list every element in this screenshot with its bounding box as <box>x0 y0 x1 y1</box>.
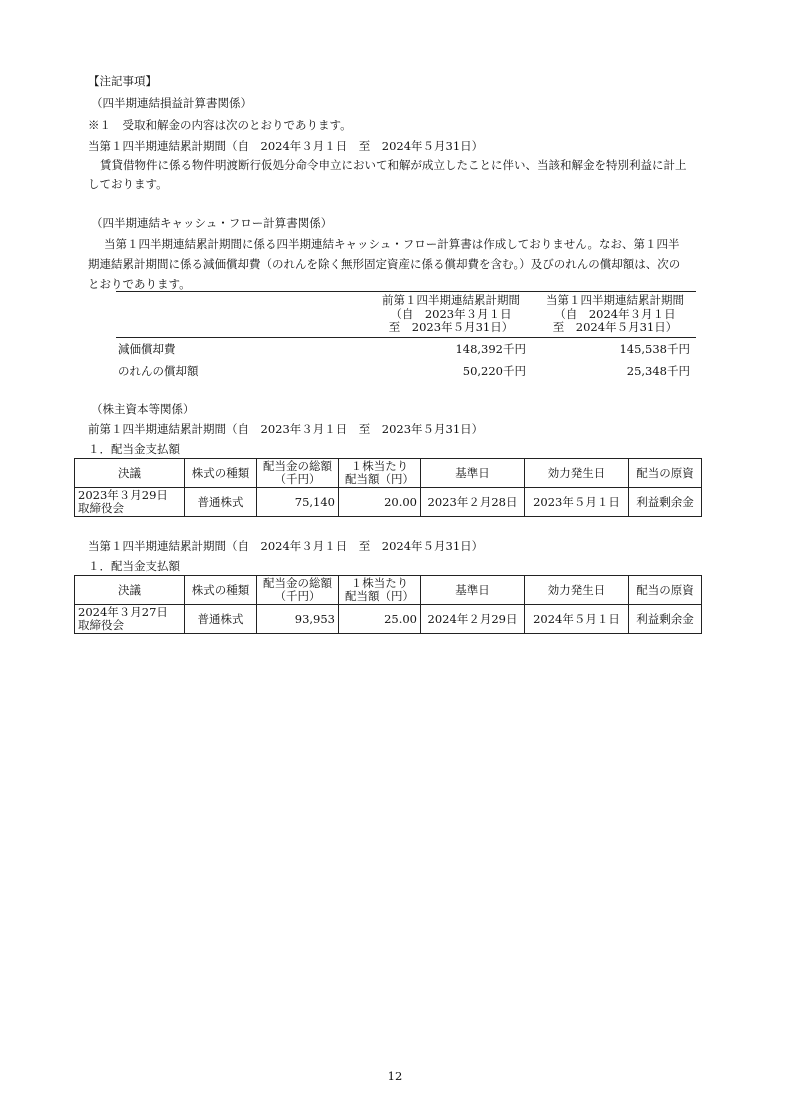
prev-period-line: 前第１四半期連結累計期間（自 2023年３月１日 至 2023年５月31日） <box>88 422 484 436</box>
cash-flow-text-1: 当第１四半期連結累計期間に係る四半期連結キャッシュ・フロー計算書は作成しておりません。なお、第１四半 <box>104 237 680 251</box>
prev-dividend-subheading: １．配当金支払額 <box>88 442 180 456</box>
cash-flow-text-3: とおりであります。 <box>88 277 191 291</box>
table-row <box>116 338 696 360</box>
header-per-share-line-1: １株当たり <box>350 459 409 473</box>
resolution-body: 取締役会 <box>78 501 124 515</box>
notes-heading: 【注記事項】 <box>88 74 157 88</box>
equity-title: （株主資本等関係） <box>91 402 195 416</box>
table-row <box>75 488 702 517</box>
row-label: 減価償却費 <box>118 342 176 356</box>
header-share-type: 株式の種類 <box>185 459 257 488</box>
header-record-date: 基準日 <box>421 576 525 605</box>
header-per-share-line-1: １株当たり <box>350 576 409 590</box>
header-total-line-2: （千円） <box>274 472 321 486</box>
cell-share-type: 普通株式 <box>185 605 257 634</box>
curr-period-header <box>540 294 690 335</box>
table-header-row <box>75 576 702 605</box>
cell-record-date: 2023年２月28日 <box>421 488 525 517</box>
table-row <box>75 605 702 634</box>
prev-period-header-line-1: 前第１四半期連結累計期間 <box>382 293 520 307</box>
amortization-table <box>116 291 696 382</box>
income-statement-title: （四半期連結損益計算書関係） <box>91 96 252 110</box>
header-total-line-1: 配当金の総額 <box>263 576 332 590</box>
cash-flow-text-2: 期連結累計期間に係る減価償却費（のれんを除く無形固定資産に係る償却費を含む。）及びのれんの償却額は、次の <box>88 257 681 271</box>
cell-effective-date: 2023年５月１日 <box>525 488 629 517</box>
resolution-date: 2023年３月29日 <box>78 488 168 502</box>
header-effective-date: 効力発生日 <box>525 576 629 605</box>
cell-share-type: 普通株式 <box>185 488 257 517</box>
header-record-date: 基準日 <box>421 459 525 488</box>
cash-flow-title: （四半期連結キャッシュ・フロー計算書関係） <box>91 216 333 230</box>
prev-period-header-line-3: 至 2023年５月31日） <box>388 320 514 334</box>
cell-per-share: 25.00 <box>339 605 421 634</box>
row-curr-value: 145,538千円 <box>619 342 690 356</box>
header-per-share <box>339 459 421 488</box>
header-resolution: 決議 <box>75 459 185 488</box>
header-total <box>257 459 339 488</box>
header-effective-date: 効力発生日 <box>525 459 629 488</box>
cell-resolution <box>75 605 185 634</box>
header-total-line-2: （千円） <box>274 589 321 603</box>
header-per-share-line-2: 配当額（円） <box>345 472 414 486</box>
curr-period-line: 当第１四半期連結累計期間（自 2024年３月１日 至 2024年５月31日） <box>88 539 484 553</box>
cell-total: 75,140 <box>257 488 339 517</box>
header-total-line-1: 配当金の総額 <box>263 459 332 473</box>
header-source: 配当の原資 <box>629 576 702 605</box>
header-per-share-line-2: 配当額（円） <box>345 589 414 603</box>
prev-dividend-table <box>74 458 702 517</box>
prev-period-header-line-2: （自 2023年３月１日 <box>390 306 512 321</box>
income-text-1: 賃貸借物件に係る物件明渡断行仮処分命令申立において和解が成立したことに伴い、当該和解金を特別利益に計上 <box>100 158 687 172</box>
header-total <box>257 576 339 605</box>
cell-per-share: 20.00 <box>339 488 421 517</box>
income-text-2: しております。 <box>88 177 168 191</box>
income-period-line: 当第１四半期連結累計期間（自 2024年３月１日 至 2024年５月31日） <box>88 139 484 153</box>
resolution-date: 2024年３月27日 <box>78 605 168 619</box>
curr-dividend-table <box>74 575 702 634</box>
curr-period-header-line-3: 至 2024年５月31日） <box>552 320 678 334</box>
curr-period-header-line-1: 当第１四半期連結累計期間 <box>546 293 684 307</box>
cell-effective-date: 2024年５月１日 <box>525 605 629 634</box>
table-header-row <box>75 459 702 488</box>
income-note-line: ※１ 受取和解金の内容は次のとおりであります。 <box>88 118 352 132</box>
row-curr-value: 25,348千円 <box>626 364 690 378</box>
row-prev-value: 148,392千円 <box>455 342 526 356</box>
cell-resolution <box>75 488 185 517</box>
resolution-body: 取締役会 <box>78 618 124 632</box>
curr-dividend-subheading: １．配当金支払額 <box>88 559 180 573</box>
table-row <box>116 360 696 382</box>
cell-source: 利益剰余金 <box>629 488 702 517</box>
row-prev-value: 50,220千円 <box>462 364 526 378</box>
amortization-header <box>116 292 696 337</box>
cell-record-date: 2024年２月29日 <box>421 605 525 634</box>
curr-period-header-line-2: （自 2024年３月１日 <box>554 306 676 321</box>
row-label: のれんの償却額 <box>118 364 199 378</box>
header-resolution: 決議 <box>75 576 185 605</box>
prev-period-header <box>376 294 526 335</box>
header-source: 配当の原資 <box>629 459 702 488</box>
cell-total: 93,953 <box>257 605 339 634</box>
cell-source: 利益剰余金 <box>629 605 702 634</box>
header-per-share <box>339 576 421 605</box>
page-number: 12 <box>387 1069 403 1083</box>
header-share-type: 株式の種類 <box>185 576 257 605</box>
